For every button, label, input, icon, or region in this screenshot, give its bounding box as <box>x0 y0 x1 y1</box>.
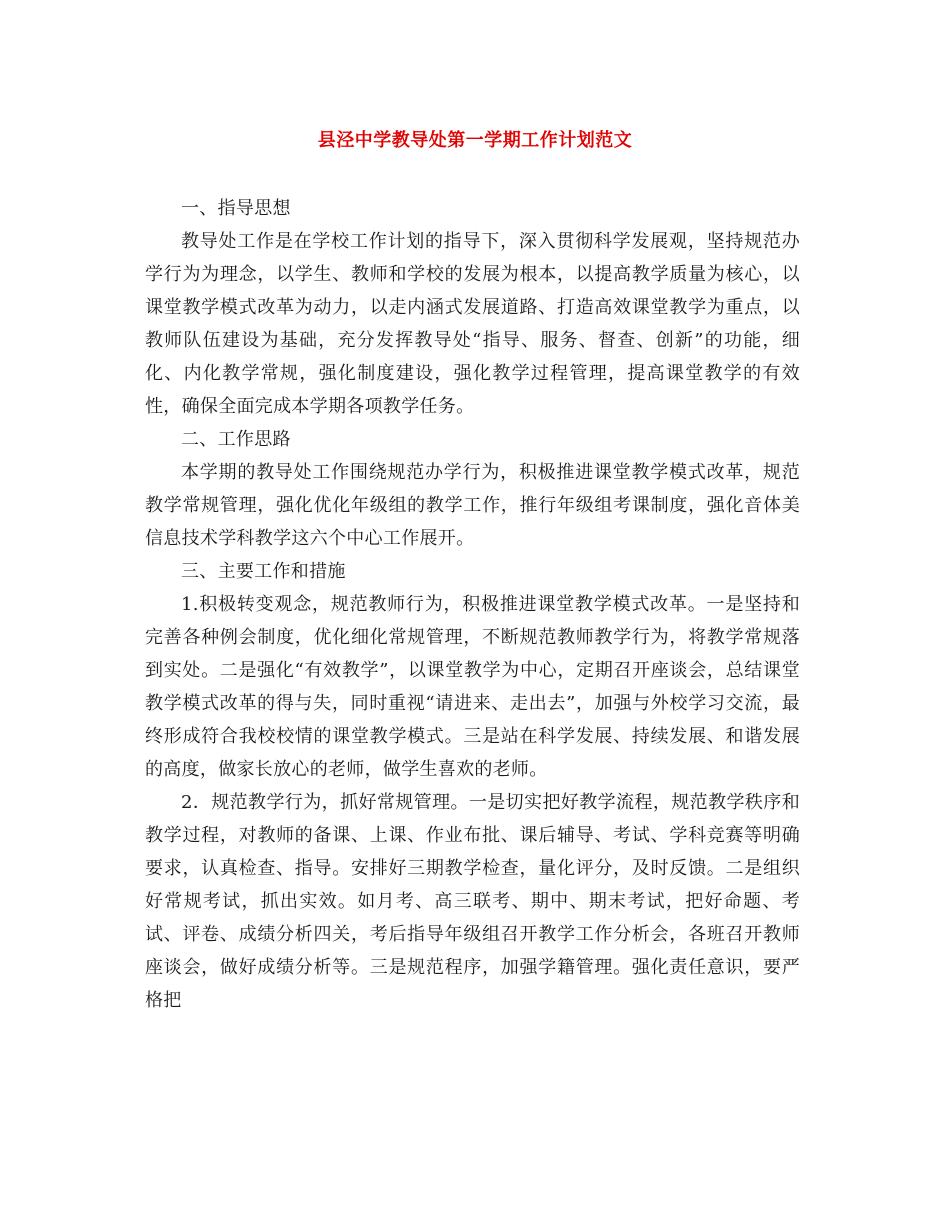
paragraph: 1.积极转变观念，规范教师行为，积极推进课堂教学模式改革。一是坚持和完善各种例会制度，优化细化常规管理，不断规范教师教学行为，将教学常规落到实处。二是强化“有效教学”，以课堂教学为中心，定期召开座谈会，总结课堂教学模式改革的得与失，同时重视“请进来、走出去”，加强与外校学习交流，最终形成符合我校校情的课堂教学模式。三是站在科学发展、持续发展、和谐发展的高度，做家长放心的老师，做学生喜欢的老师。 <box>145 594 800 780</box>
section-heading-guiding-thought: 一、指导思想 <box>181 198 291 219</box>
section-heading-main-work: 三、主要工作和措施 <box>181 561 346 582</box>
section-heading-work-approach: 二、工作思路 <box>181 429 291 450</box>
paragraph: 2．规范教学行为，抓好常规管理。一是切实把好教学流程，规范教学秩序和教学过程，对教师的备课、上课、作业布批、课后辅导、考试、学科竞赛等明确要求，认真检查、指导。安排好三期教学检查，量化评分，及时反馈。二是组织好常规考试，抓出实效。如月考、高三联考、期中、期末考试，把好命题、考试、评卷、成绩分析四关，考后指导年级组召开教学工作分析会，各班召开教师座谈会，做好成绩分析等。三是规范程序，加强学籍管理。强化责任意识，要严格把 <box>145 792 800 1011</box>
paragraph: 本学期的教导处工作围绕规范办学行为，积极推进课堂教学模式改革，规范教学常规管理，强化优化年级组的教学工作，推行年级组考课制度，强化音体美信息技术学科教学这六个中心工作展开。 <box>145 462 800 549</box>
paragraph: 教导处工作是在学校工作计划的指导下，深入贯彻科学发展观，坚持规范办学行为为理念，以学生、教师和学校的发展为根本，以提高教学质量为核心，以课堂教学模式改革为动力，以走内涵式发展道路、打造高效课堂教学为重点，以教师队伍建设为基础，充分发挥教导处“指导、服务、督查、创新”的功能，细化、内化教学常规，强化制度建设，强化教学过程管理，提高课堂教学的有效性，确保全面完成本学期各项教学任务。 <box>145 231 800 417</box>
document-body <box>145 192 800 1017</box>
document-title: 县泾中学教导处第一学期工作计划范文 <box>317 130 633 151</box>
